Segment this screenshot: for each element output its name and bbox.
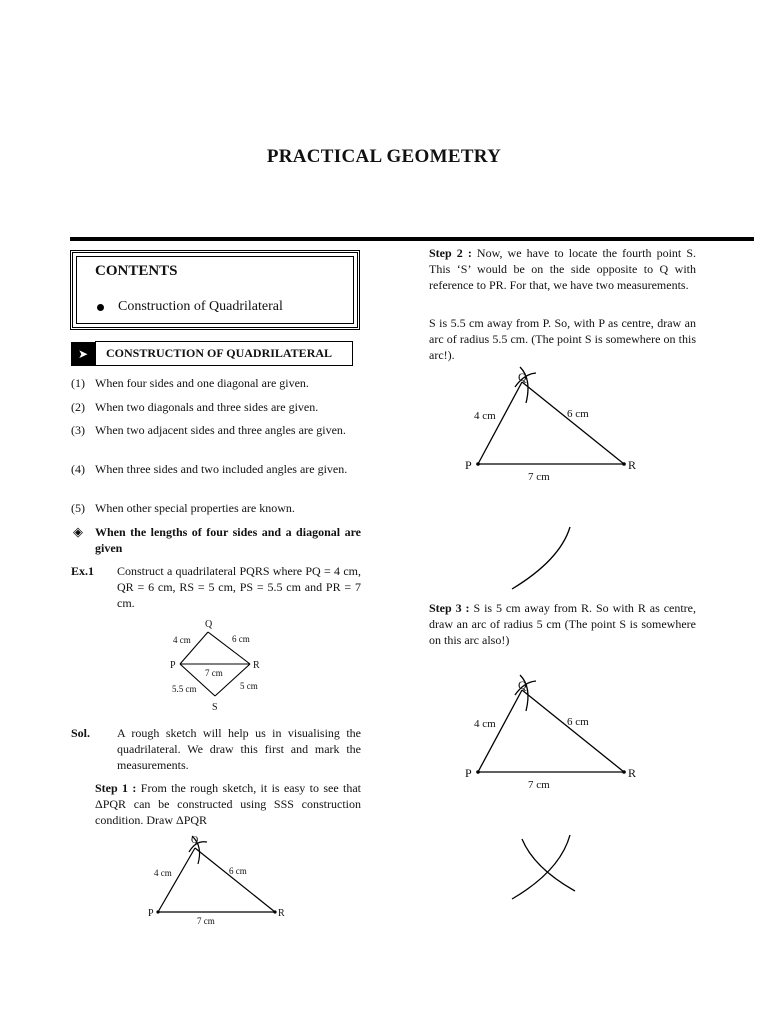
diamond-icon: ◈ [73,524,83,539]
vertex-q: Q [191,835,199,846]
case-text: When other special properties are known. [95,501,295,515]
case-text: When four sides and one diagonal are given. [95,376,309,390]
header-rule [70,237,754,241]
vertex-q: Q [518,370,527,384]
example-label: Ex.1 [71,564,95,578]
case-text: When two diagonals and three sides are given. [95,400,319,414]
label-pr: 7 cm [528,471,550,483]
vertex-p: P [465,766,472,780]
solution-label: Sol. [71,726,91,740]
subheading: When the lengths of four sides and a diagonal are given [95,525,361,555]
bullet-icon [97,304,104,311]
step-3 [429,600,696,648]
sketch-label-ps: 5.5 cm [172,684,197,694]
triangle-figure-step1 [145,832,295,932]
example-text: Construct a quadrilateral PQRS where PQ = 4 cm, QR = 6 cm, RS = 5 cm, PS = 5.5 cm and PR = 7 cm. [117,564,361,610]
sketch-vertex-p: P [170,660,176,671]
case-number: (1) [71,376,85,390]
step-2 [429,245,696,293]
arrow-icon: ➤ [71,342,95,366]
label-qr: 6 cm [229,866,247,876]
label-pq: 4 cm [474,410,496,422]
case-number: (4) [71,462,85,476]
vertex-r: R [628,766,637,780]
label-pr: 7 cm [528,779,550,791]
contents-item: Construction of Quadrilateral [118,299,283,314]
case-text: When three sides and two included angles are given. [95,462,348,476]
label-pq: 4 cm [154,868,172,878]
sketch-vertex-s: S [212,702,218,713]
sketch-label-rs: 5 cm [240,681,258,691]
vertex-p: P [465,458,472,472]
section-heading: CONSTRUCTION OF QUADRILATERAL [106,346,333,360]
solution-text: A rough sketch will help us in visualising the quadrilateral. We draw this first and mark the measurements. [117,726,361,772]
step-1 [95,780,361,828]
label-qr: 6 cm [567,716,589,728]
label-pq: 4 cm [474,718,496,730]
contents-box [70,250,360,330]
case-number: (5) [71,501,85,515]
rough-sketch-figure [160,612,280,716]
step-1-text: From the rough sketch, it is easy to see that ΔPQR can be constructed using SSS construction condition. Draw ΔPQR [95,781,362,827]
triangle-figure-step2 [460,365,660,600]
label-pr: 7 cm [197,916,215,926]
sketch-vertex-r: R [253,660,260,671]
arc-from-p [512,527,570,589]
sketch-vertex-q: Q [205,619,213,630]
case-number: (2) [71,400,85,414]
sketch-label-pq: 4 cm [173,635,191,645]
step-3-text: S is 5 cm away from R. So with R as centre, draw an arc of radius 5 cm (The point S is somewhere on this arc also!) [429,601,696,647]
sketch-label-pr: 7 cm [205,668,223,678]
triangle-figure-step3 [460,673,660,908]
step-3-label: Step 3 : [429,601,470,615]
vertex-r: R [628,458,637,472]
step-1-label: Step 1 : [95,781,137,795]
contents-heading: CONTENTS [95,263,178,279]
vertex-p: P [148,908,154,919]
label-qr: 6 cm [567,408,589,420]
sketch-label-qr: 6 cm [232,634,250,644]
step-2-text: Now, we have to locate the fourth point S. This ‘S’ would be on the side opposite to Q with reference to PR. For that, we have two measurements. [429,246,697,292]
step-2-label: Step 2 : [429,246,472,260]
step-2-continued: S is 5.5 cm away from P. So, with P as centre, draw an arc of radius 5.5 cm. (The point S is somewhere on this arc!). [429,316,696,362]
vertex-q: Q [518,678,527,692]
case-text: When two adjacent sides and three angles are given. [95,423,346,437]
arc-from-r [522,839,575,891]
case-number: (3) [71,423,85,437]
page-title: PRACTICAL GEOMETRY [266,146,502,167]
vertex-r: R [278,908,285,919]
